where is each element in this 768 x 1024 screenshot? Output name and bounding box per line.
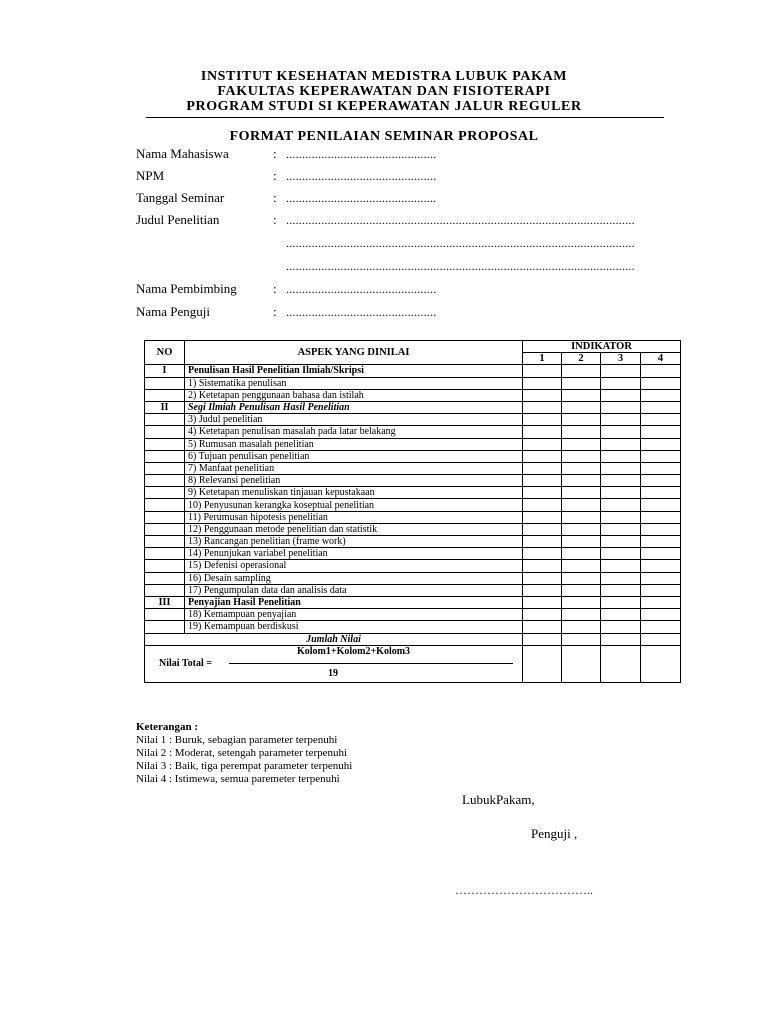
keterangan-nilai-3: Nilai 3 : Baik, tiga perempat parameter terpenuhi	[136, 760, 353, 772]
no-cell	[145, 572, 185, 584]
section-no: III	[145, 596, 185, 608]
no-cell	[145, 438, 185, 450]
aspect-label: 10) Penyusunan kerangka koseptual penelitian	[185, 499, 523, 511]
score-cell[interactable]	[601, 633, 641, 645]
keterangan-nilai-1: Nilai 1 : Buruk, sebagian parameter terpenuhi	[136, 734, 338, 746]
no-cell	[145, 609, 185, 621]
no-cell	[145, 450, 185, 462]
score-cell[interactable]	[523, 523, 562, 535]
label-tanggal-seminar: Tanggal Seminar	[136, 190, 225, 205]
score-cell[interactable]	[601, 584, 641, 596]
header-indikator: INDIKATOR	[523, 341, 681, 353]
aspect-label: 19) Kemampuan berdiskusi	[185, 621, 523, 633]
score-cell[interactable]	[601, 548, 641, 560]
institution-name: INSTITUT KESEHATAN MEDISTRA LUBUK PAKAM	[200, 69, 568, 84]
no-cell	[145, 426, 185, 438]
score-cell[interactable]	[562, 596, 601, 608]
score-cell[interactable]	[523, 450, 562, 462]
no-cell	[145, 584, 185, 596]
score-cell[interactable]	[601, 621, 641, 633]
table-row	[145, 389, 681, 401]
header-indikator-1: 1	[523, 353, 562, 365]
score-cell[interactable]	[523, 511, 562, 523]
score-cell[interactable]	[562, 609, 601, 621]
table-row	[145, 511, 681, 523]
aspect-label: 15) Defenisi operasional	[185, 560, 523, 572]
table-row	[145, 621, 681, 633]
aspect-label: 5) Rumusan masalah penelitian	[185, 438, 523, 450]
score-cell[interactable]	[601, 389, 641, 401]
program-name: PROGRAM STUDI SI KEPERAWATAN JALUR REGULER	[186, 99, 582, 114]
score-cell[interactable]	[562, 645, 601, 682]
aspect-label: 6) Tujuan penulisan penelitian	[185, 450, 523, 462]
table-row	[145, 487, 681, 499]
score-cell[interactable]	[641, 426, 681, 438]
score-cell[interactable]	[562, 548, 601, 560]
score-cell[interactable]	[523, 548, 562, 560]
keterangan-nilai-4: Nilai 4 : Istimewa, semua paremeter terpenuhi	[136, 773, 340, 785]
no-cell	[145, 560, 185, 572]
signature-line[interactable]: ……………………………..	[455, 883, 593, 897]
nilai-total-label: Nilai Total =	[159, 657, 212, 669]
score-cell[interactable]	[523, 475, 562, 487]
score-cell[interactable]	[641, 487, 681, 499]
no-cell	[145, 499, 185, 511]
no-cell	[145, 462, 185, 474]
score-cell[interactable]	[523, 645, 562, 682]
score-cell[interactable]	[641, 645, 681, 682]
section-no: I	[145, 365, 185, 377]
score-cell[interactable]	[523, 401, 562, 413]
formula-fraction-bar	[229, 663, 513, 664]
formula-denominator: 19	[328, 667, 338, 679]
score-cell[interactable]	[641, 377, 681, 389]
signature-place: LubukPakam,	[462, 792, 535, 807]
score-cell[interactable]	[641, 548, 681, 560]
score-cell[interactable]	[601, 609, 641, 621]
score-cell[interactable]	[562, 621, 601, 633]
score-cell[interactable]	[601, 560, 641, 572]
table-row	[145, 414, 681, 426]
table-row	[145, 450, 681, 462]
score-cell[interactable]	[523, 621, 562, 633]
score-cell[interactable]	[523, 377, 562, 389]
score-cell[interactable]	[562, 511, 601, 523]
score-cell[interactable]	[641, 511, 681, 523]
score-cell[interactable]	[601, 401, 641, 413]
score-cell[interactable]	[601, 450, 641, 462]
score-cell[interactable]	[523, 426, 562, 438]
score-cell[interactable]	[562, 572, 601, 584]
score-cell[interactable]	[641, 401, 681, 413]
score-cell[interactable]	[523, 389, 562, 401]
table-row	[145, 377, 681, 389]
score-cell[interactable]	[562, 438, 601, 450]
no-cell	[145, 511, 185, 523]
nilai-total-formula	[145, 645, 523, 682]
no-cell	[145, 414, 185, 426]
no-cell	[145, 621, 185, 633]
faculty-name: FAKULTAS KEPERAWATAN DAN FISIOTERAPI	[217, 84, 551, 99]
score-cell[interactable]	[523, 584, 562, 596]
total-row	[145, 645, 681, 682]
score-cell[interactable]	[601, 487, 641, 499]
label-nama-mahasiswa: Nama Mahasiswa	[136, 146, 229, 161]
header-aspek: ASPEK YANG DINILAI	[185, 341, 523, 365]
score-cell[interactable]	[601, 462, 641, 474]
score-cell[interactable]	[523, 365, 562, 377]
score-cell[interactable]	[523, 414, 562, 426]
score-cell[interactable]	[601, 596, 641, 608]
score-cell[interactable]	[601, 438, 641, 450]
score-cell[interactable]	[641, 572, 681, 584]
score-cell[interactable]	[562, 487, 601, 499]
aspect-label: 17) Pengumpulan data dan analisis data	[185, 584, 523, 596]
section-row	[145, 401, 681, 413]
section-title: Penyajian Hasil Penelitian	[185, 596, 523, 608]
label-nama-pembimbing: Nama Pembimbing	[136, 281, 237, 296]
score-cell[interactable]	[562, 499, 601, 511]
header-indikator-3: 3	[601, 353, 641, 365]
section-title: Penulisan Hasil Penelitian Ilmiah/Skripsi	[185, 365, 523, 377]
score-cell[interactable]	[641, 621, 681, 633]
table-row	[145, 426, 681, 438]
field-nama-pembimbing[interactable]: ...............................................	[286, 282, 437, 296]
no-cell	[145, 548, 185, 560]
score-cell[interactable]	[562, 414, 601, 426]
field-judul-line-2[interactable]: .............................................................................................................	[286, 236, 635, 250]
score-cell[interactable]	[562, 560, 601, 572]
label-npm: NPM	[136, 168, 165, 183]
score-cell[interactable]	[523, 462, 562, 474]
score-cell[interactable]	[641, 365, 681, 377]
section-row	[145, 365, 681, 377]
score-cell[interactable]	[641, 584, 681, 596]
aspect-label: 9) Ketetapan menuliskan tinjauan kepustakaan	[185, 487, 523, 499]
score-cell[interactable]	[601, 377, 641, 389]
aspect-label: 4) Ketetapan penulisan masalah pada latar belakang	[185, 426, 523, 438]
aspect-label: 16) Desain sampling	[185, 572, 523, 584]
field-npm[interactable]: ...............................................	[286, 169, 437, 183]
label-judul-penelitian: Judul Penelitian	[136, 212, 220, 227]
score-cell[interactable]	[562, 401, 601, 413]
score-cell[interactable]	[562, 377, 601, 389]
keterangan-title: Keterangan :	[136, 721, 199, 733]
score-cell[interactable]	[601, 511, 641, 523]
no-cell	[145, 475, 185, 487]
table-row	[145, 523, 681, 535]
aspect-label: 7) Manfaat penelitian	[185, 462, 523, 474]
no-cell	[145, 487, 185, 499]
score-cell[interactable]	[601, 426, 641, 438]
score-cell[interactable]	[562, 633, 601, 645]
signature-role: Penguji ,	[531, 826, 578, 841]
score-cell[interactable]	[601, 536, 641, 548]
aspect-label: 13) Rancangan penelitian (frame work)	[185, 536, 523, 548]
score-cell[interactable]	[641, 560, 681, 572]
score-cell[interactable]	[601, 414, 641, 426]
aspect-label: 2) Ketetapan penggunaan bahasa dan istilah	[185, 389, 523, 401]
table-row	[145, 536, 681, 548]
score-cell[interactable]	[562, 475, 601, 487]
score-cell[interactable]	[562, 450, 601, 462]
score-cell[interactable]	[641, 450, 681, 462]
assessment-table	[144, 340, 681, 683]
score-cell[interactable]	[562, 523, 601, 535]
no-cell	[145, 523, 185, 535]
score-cell[interactable]	[562, 462, 601, 474]
aspect-label: 8) Relevansi penelitian	[185, 475, 523, 487]
colon: :	[273, 281, 277, 296]
field-judul-line-1[interactable]: .............................................................................................................	[286, 213, 635, 227]
field-nama-penguji[interactable]: ...............................................	[286, 305, 437, 319]
field-tanggal-seminar[interactable]: ...............................................	[286, 191, 437, 205]
score-cell[interactable]	[641, 633, 681, 645]
score-cell[interactable]	[641, 523, 681, 535]
section-no: II	[145, 401, 185, 413]
score-cell[interactable]	[523, 560, 562, 572]
score-cell[interactable]	[641, 389, 681, 401]
score-cell[interactable]	[562, 536, 601, 548]
no-cell	[145, 377, 185, 389]
aspect-label: 3) Judul penelitian	[185, 414, 523, 426]
table-row	[145, 548, 681, 560]
header-no: NO	[145, 341, 185, 365]
score-cell[interactable]	[601, 645, 641, 682]
score-cell[interactable]	[601, 475, 641, 487]
score-cell[interactable]	[562, 365, 601, 377]
aspect-label: 1) Sistematika penulisan	[185, 377, 523, 389]
header-divider	[146, 117, 664, 118]
jumlah-nilai-label: Jumlah Nilai	[145, 633, 523, 645]
score-cell[interactable]	[523, 438, 562, 450]
colon: :	[273, 190, 277, 205]
score-cell[interactable]	[523, 596, 562, 608]
table-row	[145, 499, 681, 511]
colon: :	[273, 168, 277, 183]
table-row	[145, 609, 681, 621]
score-cell[interactable]	[641, 462, 681, 474]
score-cell[interactable]	[601, 523, 641, 535]
label-nama-penguji: Nama Penguji	[136, 304, 211, 319]
table-row	[145, 560, 681, 572]
table-row	[145, 462, 681, 474]
score-cell[interactable]	[641, 609, 681, 621]
score-cell[interactable]	[601, 499, 641, 511]
section-title: Segi Ilmiah Penulisan Hasil Penelitian	[185, 401, 523, 413]
form-title: FORMAT PENILAIAN SEMINAR PROPOSAL	[229, 129, 539, 144]
header-indikator-2: 2	[562, 353, 601, 365]
score-cell[interactable]	[523, 536, 562, 548]
no-cell	[145, 389, 185, 401]
header-indikator-4: 4	[641, 353, 681, 365]
score-cell[interactable]	[562, 584, 601, 596]
aspect-label: 14) Penunjukan variabel penelitian	[185, 548, 523, 560]
table-row	[145, 475, 681, 487]
score-cell[interactable]	[523, 609, 562, 621]
score-cell[interactable]	[601, 365, 641, 377]
score-cell[interactable]	[641, 475, 681, 487]
keterangan-nilai-2: Nilai 2 : Moderat, setengah parameter terpenuhi	[136, 747, 348, 759]
field-judul-line-3[interactable]: .............................................................................................................	[286, 259, 635, 273]
score-cell[interactable]	[641, 438, 681, 450]
table-row	[145, 572, 681, 584]
score-cell[interactable]	[523, 499, 562, 511]
no-cell	[145, 536, 185, 548]
score-cell[interactable]	[523, 572, 562, 584]
table-header-row	[145, 341, 681, 353]
table-row	[145, 438, 681, 450]
score-cell[interactable]	[641, 596, 681, 608]
table-row	[145, 584, 681, 596]
score-cell[interactable]	[523, 487, 562, 499]
score-cell[interactable]	[562, 389, 601, 401]
score-cell[interactable]	[641, 499, 681, 511]
aspect-label: 18) Kemampuan penyajian	[185, 609, 523, 621]
formula-numerator: Kolom1+Kolom2+Kolom3	[297, 645, 411, 657]
aspect-label: 11) Perumusan hipotesis penelitian	[185, 511, 523, 523]
score-cell[interactable]	[601, 572, 641, 584]
score-cell[interactable]	[523, 633, 562, 645]
jumlah-row	[145, 633, 681, 645]
score-cell[interactable]	[641, 536, 681, 548]
aspect-label: 12) Penggunaan metode penelitian dan statistik	[185, 523, 523, 535]
section-row	[145, 596, 681, 608]
colon: :	[273, 146, 277, 161]
colon: :	[273, 304, 277, 319]
colon: :	[273, 212, 277, 227]
field-nama-mahasiswa[interactable]: ...............................................	[286, 147, 437, 161]
score-cell[interactable]	[562, 426, 601, 438]
score-cell[interactable]	[641, 414, 681, 426]
